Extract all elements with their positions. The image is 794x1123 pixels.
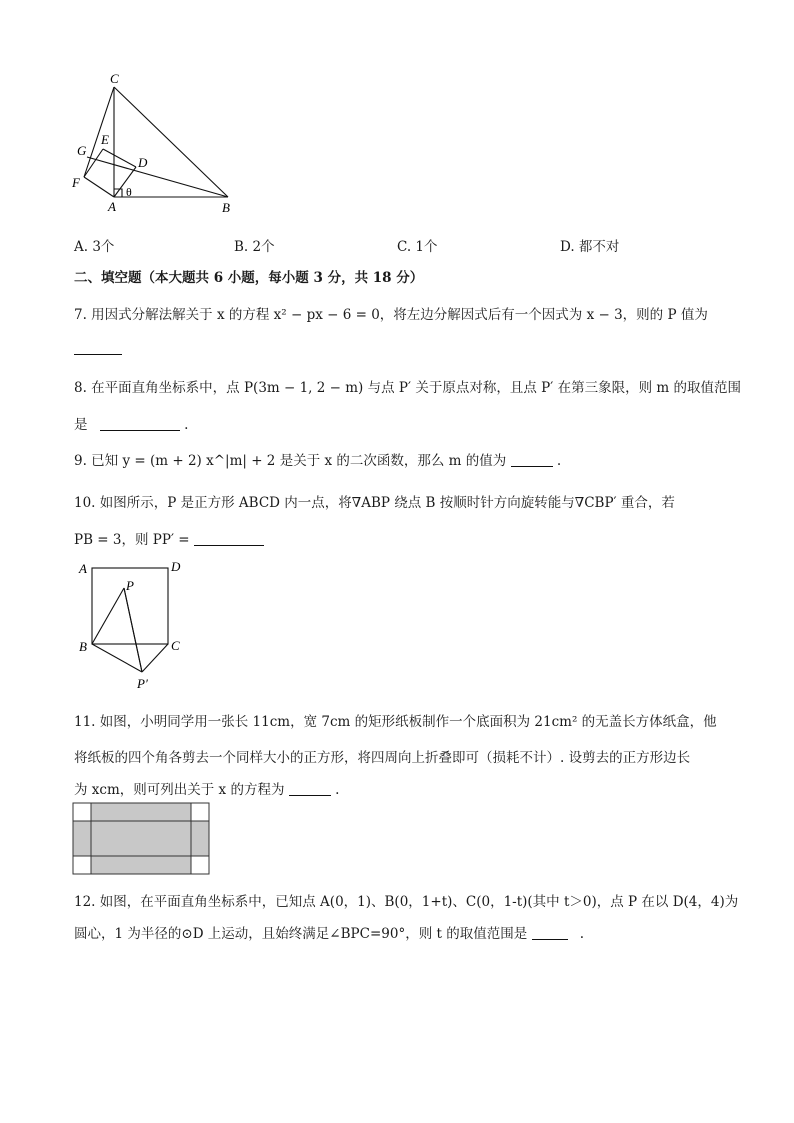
q6-option-c: C. 1个 bbox=[397, 239, 438, 255]
corner-square-bottom-left bbox=[73, 856, 91, 874]
q11-text-line3 bbox=[74, 778, 339, 798]
segment-DA bbox=[114, 167, 136, 197]
segment-PB bbox=[92, 588, 124, 644]
q10-answer-blank bbox=[194, 531, 264, 546]
cardboard-sheet bbox=[73, 803, 209, 874]
segment-FE bbox=[84, 149, 103, 177]
label-P-prime: P′ bbox=[137, 676, 148, 691]
label-B: B bbox=[222, 200, 230, 215]
label-E: E bbox=[101, 132, 109, 147]
segment-PPprime bbox=[124, 588, 142, 672]
q12-answer-blank bbox=[532, 925, 568, 940]
cardboard-figure-q11 bbox=[72, 802, 212, 877]
segment-BPprime bbox=[92, 644, 142, 672]
q8-text-line1: 8. 在平面直角坐标系中，点 P(3m − 1, 2 − m) 与点 P′ 关于原点对称，且点 P′ 在第三象限，则 m 的取值范围 bbox=[74, 380, 741, 396]
q9-end: . bbox=[556, 453, 562, 469]
q10-line2: PB = 3，则 PP′ = bbox=[74, 532, 190, 548]
q11-answer-blank bbox=[289, 781, 331, 796]
label-A: A bbox=[79, 561, 87, 576]
q12-line2: 圆心，1 为半径的⊙D 上运动，且始终满足∠BPC=90°，则 t 的取值范围是 bbox=[74, 926, 528, 942]
square-figure-q10 bbox=[76, 556, 196, 696]
corner-square-top-right bbox=[191, 803, 209, 821]
q11-text-line1: 11. 如图，小明同学用一张长 11cm，宽 7cm 的矩形纸板制作一个底面积为 21cm² 的无盖长方体纸盒，他 bbox=[74, 714, 717, 730]
label-G: G bbox=[77, 143, 87, 158]
q6-option-b: B. 2个 bbox=[234, 239, 275, 255]
segment-CPprime bbox=[142, 644, 168, 672]
segment-ED bbox=[103, 149, 136, 167]
q11-text-line2: 将纸板的四个角各剪去一个同样大小的正方形，将四周向上折叠即可（损耗不计）. 设剪去的正方形边长 bbox=[74, 750, 691, 766]
corner-square-bottom-right bbox=[191, 856, 209, 874]
q10-text-line2 bbox=[74, 528, 264, 548]
label-theta: θ bbox=[126, 185, 132, 199]
label-B: B bbox=[79, 639, 87, 654]
q8-line2-start: 是 bbox=[74, 417, 88, 433]
q6-option-d: D. 都不对 bbox=[560, 239, 620, 255]
q11-line3-end: . bbox=[335, 782, 340, 798]
q6-option-a: A. 3个 bbox=[74, 239, 115, 255]
triangle-figure-q6 bbox=[68, 70, 248, 220]
label-D: D bbox=[171, 559, 181, 574]
q8-text-line2 bbox=[74, 413, 188, 433]
section-heading: 二、填空题（本大题共 6 小题，每小题 3 分，共 18 分） bbox=[74, 270, 424, 286]
q9-text bbox=[74, 449, 561, 469]
q12-line2-end: . bbox=[579, 926, 585, 942]
q12-text-line1: 12. 如图，在平面直角坐标系中，已知点 A(0，1)、B(0，1+t)、C(0，1-t)(其中 t＞0)，点 P 在以 D(4，4)为 bbox=[74, 894, 739, 910]
q10-text-line1: 10. 如图所示，P 是正方形 ABCD 内一点，将∇ABP 绕点 B 按顺时针方向旋转能与∇CBP′ 重合，若 bbox=[74, 495, 675, 511]
q9-answer-blank bbox=[511, 452, 553, 467]
label-C: C bbox=[110, 71, 119, 86]
label-C: C bbox=[171, 638, 180, 653]
label-D: D bbox=[138, 155, 148, 170]
q8-line2-end: . bbox=[184, 417, 189, 433]
q9-question: 9. 已知 y = (m + 2) x^|m| + 2 是关于 x 的二次函数，那么 m 的值为 bbox=[74, 453, 507, 469]
label-A: A bbox=[108, 199, 116, 214]
label-P: P bbox=[126, 578, 134, 593]
label-F: F bbox=[72, 175, 80, 190]
q12-text-line2 bbox=[74, 922, 584, 942]
q11-line3: 为 xcm，则可列出关于 x 的方程为 bbox=[74, 782, 285, 798]
q7-answer-blank bbox=[74, 340, 122, 355]
segment-FA bbox=[84, 177, 114, 197]
q8-answer-blank bbox=[100, 416, 180, 431]
q7-text: 7. 用因式分解法解关于 x 的方程 x² − px − 6 = 0，将左边分解因式后有一个因式为 x − 3，则的 P 值为 bbox=[74, 307, 708, 323]
corner-square-top-left bbox=[73, 803, 91, 821]
